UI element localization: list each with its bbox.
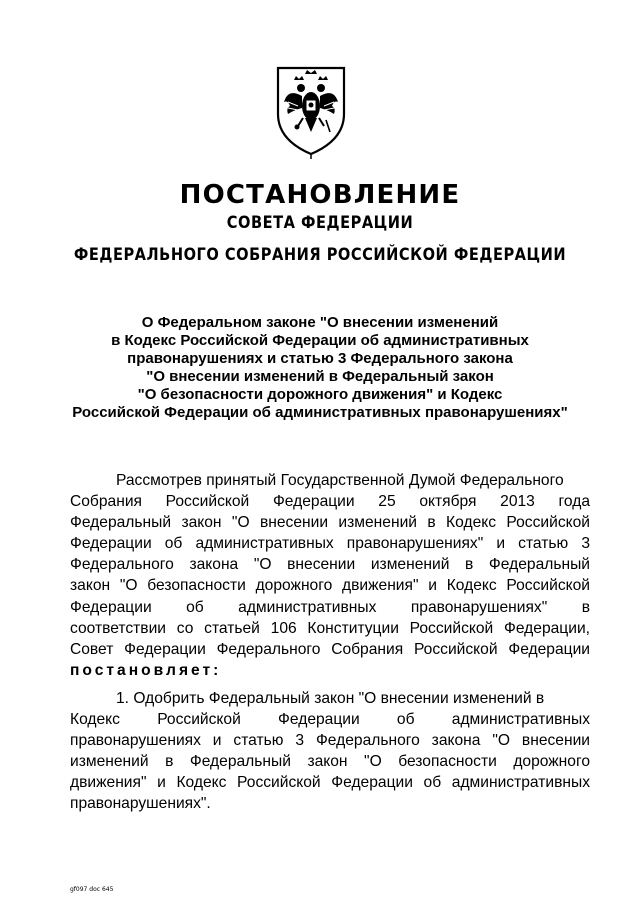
- resolves-word: постановляет:: [70, 661, 222, 679]
- text-line: 1. Одобрить Федеральный закон "О внесении изменений в: [116, 690, 545, 707]
- text-line: закон "О безопасности дорожного движения" и Кодекс Российской: [70, 577, 590, 595]
- document-title: ПОСТАНОВЛЕНИЕ: [179, 180, 461, 210]
- subject-line: "О внесении изменений в Федеральный закон: [146, 368, 494, 385]
- text-line: правонарушениях и статью 3 Федерального закона "О внесении: [70, 732, 590, 750]
- text-line: Рассмотрев принятый Государственной Думой Федерального: [116, 472, 564, 489]
- decision-paragraph: [70, 688, 590, 815]
- issuer-line-1: СОВЕТА ФЕДЕРАЦИИ: [226, 213, 414, 233]
- text-line: Федерации об административных правонарушениях" и статью 3: [70, 535, 590, 553]
- coat-of-arms-emblem: [270, 62, 352, 160]
- text-line: Федерального закона "О внесении изменений в Федеральный: [70, 556, 590, 574]
- issuer-line-2: ФЕДЕРАЛЬНОГО СОБРАНИЯ РОССИЙСКОЙ ФЕДЕРАЦИИ: [73, 245, 567, 265]
- text-line: Федерации об административных правонарушениях" в: [70, 598, 590, 616]
- subject-line: правонарушениях и статью 3 Федерального закона: [127, 350, 513, 367]
- text-line: правонарушениях".: [70, 795, 211, 813]
- subject-line: в Кодекс Российской Федерации об административных: [111, 332, 529, 349]
- preamble-paragraph: [70, 470, 590, 681]
- subject-line: Российской Федерации об административных правонарушениях": [72, 404, 568, 421]
- subject-line: О Федеральном законе "О внесении изменений: [141, 314, 499, 331]
- text-line: Федеральный закон "О внесении изменений в Кодекс Российской: [70, 514, 590, 532]
- text-line: изменений в Федеральный закон "О безопасности дорожного: [70, 753, 590, 771]
- text-line: движения" и Кодекс Российской Федерации об административных: [70, 774, 590, 792]
- text-line: Совет Федерации Федерального Собрания Российской Федерации: [70, 640, 590, 658]
- text-line: соответствии со статьей 106 Конституции Российской Федерации,: [70, 619, 590, 637]
- footer-code: gf097 doc 645: [70, 886, 114, 893]
- text-line: Собрания Российской Федерации 25 октября 2013 года: [70, 493, 590, 511]
- resolution-subject: [40, 314, 600, 422]
- text-line: Кодекс Российской Федерации об административных: [70, 711, 590, 729]
- subject-line: "О безопасности дорожного движения" и Кодекс: [137, 386, 503, 403]
